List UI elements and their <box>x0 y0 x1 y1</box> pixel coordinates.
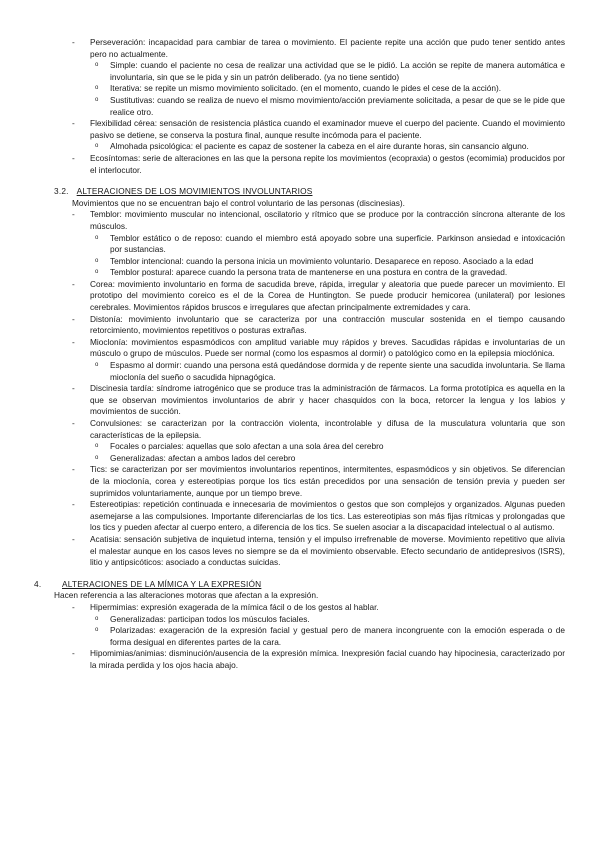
item-text: Generalizadas: participan todos los músculos faciales. <box>110 613 310 624</box>
section-title: ALTERACIONES DE LOS MOVIMIENTOS INVOLUNTARIOS <box>76 186 313 197</box>
item-text: Iterativa: se repite un mismo movimiento solicitado. (en el momento, cuando le pides el cese de la acción). <box>110 83 502 94</box>
list-item-tics <box>0 464 599 499</box>
dash-bullet: - <box>72 152 75 163</box>
section-intro: Hacen referencia a las alteraciones motoras que afectan a la expresión. <box>54 590 319 601</box>
item-text: Ecosíntomas: serie de alteraciones en las que la persona repite los movimientos (ecopraxia) o gestos (ecomimia) producidos por el interlocutor. <box>90 152 565 175</box>
list-item-perseveracion <box>0 37 599 60</box>
item-text: Distonía: movimiento involuntario que se caracteriza por una contracción muscular sostenida en el tiempo causando retorcimiento, movimientos repetitivos o posturas extrañas. <box>90 313 565 336</box>
list-item-temblor <box>0 209 599 232</box>
list-item-ecosintomas <box>0 153 599 176</box>
circle-bullet: o <box>95 257 99 264</box>
list-item-estereotipias <box>0 499 599 534</box>
item-text: Tics: se caracterizan por ser movimientos involuntarios repentinos, intermitentes, espasmódicos y sin objetivos. Se diferencian de la mioclonía, corea y estereotipias porque los tics están precedidos por una sensación de tensión previa y pueden ser suprimidos voluntariamente, aunque por un tiempo breve. <box>90 464 565 498</box>
item-text: Sustitutivas: cuando se realiza de nuevo el mismo movimiento/acción previamente solicitada, a pesar de que se le pide que realice otro. <box>110 94 565 117</box>
circle-bullet: o <box>95 269 99 276</box>
item-text: Temblor postural: aparece cuando la persona trata de mantenerse en una postura en contra de la gravedad. <box>110 267 508 278</box>
circle-bullet: o <box>95 234 99 241</box>
list-item-mioclonia <box>0 337 599 360</box>
list-item-distonia <box>0 314 599 337</box>
sublist-item-simple <box>0 60 599 83</box>
dash-bullet: - <box>72 313 75 324</box>
circle-bullet: o <box>95 96 99 103</box>
sublist-item-focales <box>0 441 599 453</box>
sublist-item-temblor-postural <box>0 267 599 279</box>
circle-bullet: o <box>95 627 99 634</box>
item-text: Espasmo al dormir: cuando una persona está quedándose dormida y de repente siente una sacudida involuntaria. Se llama mioclonía del sueño o sacudida hipnagógica. <box>110 360 565 382</box>
item-text: Hipermimias: expresión exagerada de la mímica fácil o de los gestos al hablar. <box>90 601 379 612</box>
list-item-hipermimias <box>0 602 599 614</box>
section-heading-3-2 <box>0 186 599 198</box>
circle-bullet: o <box>95 454 99 461</box>
sublist-item-generalizadas <box>0 614 599 626</box>
item-text: Temblor: movimiento muscular no intencional, oscilatorio y rítmico que se produce por la contracción síncrona alterante de los músculos. <box>90 209 565 231</box>
item-text: Hipomimias/animias: disminución/ausencia de la expresión mímica. Inexpresión facial cuando hay hipocinesia, caracterizado por la mirada perdida y los ojos hacia abajo. <box>90 648 565 670</box>
sublist-item-temblor-intencional <box>0 256 599 268</box>
circle-bullet: o <box>95 143 99 150</box>
dash-bullet: - <box>72 336 75 347</box>
dash-bullet: - <box>72 499 75 510</box>
document-body <box>0 37 599 671</box>
sublist-item-espasmo <box>0 360 599 383</box>
list-item-discinesia <box>0 383 599 418</box>
item-text: Mioclonía: movimientos espasmódicos con amplitud variable muy rápidos y breves. Sacudidas rápidas e involuntarias de un músculo o grupo de músculos. Puede ser normal (como los espasmos al dormir) o patológico como en la epilepsia mioclónica. <box>90 336 565 359</box>
sublist-item-sustitutiva <box>0 95 599 118</box>
dash-bullet: - <box>72 601 75 612</box>
sublist-item-generalizadas <box>0 453 599 465</box>
sublist-item-iterativa <box>0 83 599 95</box>
dash-bullet: - <box>72 418 75 428</box>
item-text: Acatisia: sensación subjetiva de inquietud interna, tensión y el impulso irrefrenable de moverse. Movimiento repetitivo que alivia el malestar aunque en los casos leves no siempre se da el movimiento observable. Efecto secundario de antidepresivos (ISRS), litio y antipsicóticos: asociado a conductas suicidas. <box>90 533 565 568</box>
item-text: Estereotipias: repetición continuada e innecesaria de movimientos o gestos que son complejos y organizados. Algunas pueden asemejarse a las compulsiones. Importante diferenciarlas de los tics. Las estereotipias son más fijas rítmicas y prolongadas que los tics y pueden afectar al cuerpo entero, a diferencia de los tics. Se suelen asociar a la discapacidad intelectual o al autismo. <box>90 499 565 533</box>
dash-bullet: - <box>72 533 75 544</box>
dash-bullet: - <box>72 383 75 394</box>
item-text: Temblor estático o de reposo: cuando el miembro está apoyado sobre una superficie. Parkinson ansiedad e intoxicación por sustancias. <box>110 232 565 255</box>
circle-bullet: o <box>95 362 99 369</box>
dash-bullet: - <box>72 118 75 129</box>
dash-bullet: - <box>72 37 75 47</box>
item-text: Discinesia tardía: síndrome iatrogénico que se produce tras la administración de fármacos. La forma prototípica es aquella en la que se observan movimientos involuntarios de abrir y hacer chasquidos con la boca, retorcer la lengua y los labios y movimientos de succión. <box>90 383 565 417</box>
sublist-item-almohada <box>0 141 599 153</box>
list-item-flexibilidad <box>0 118 599 141</box>
item-text: Corea: movimiento involuntario en forma de sacudida breve, rápida, irregular y aleatoria que puede parecer un movimiento. El prototipo del movimiento coreico es el de la Corea de Huntington. Se puede producir hemicorea (unilateral) por lesiones cerebrales. Movimientos rápidos bruscos e irregulares que afectan principalmente extremidades y cara. <box>90 278 565 313</box>
circle-bullet: o <box>95 615 99 622</box>
item-text: Convulsiones: se caracterizan por la contracción violenta, incontrolable y difusa de la musculatura voluntaria que son características de la epilepsia. <box>90 418 565 440</box>
item-text: Focales o parciales: aquellas que solo afectan a una sola área del cerebro <box>110 441 384 452</box>
item-text: Simple: cuando el paciente no cesa de realizar una actividad que se le pidió. La acción se repite de manera automática e involuntaria, sin que se le pida y sin un patrón deliberado. (ya no tiene sentido) <box>110 60 565 82</box>
dash-bullet: - <box>72 209 75 220</box>
list-item-corea <box>0 279 599 314</box>
dash-bullet: - <box>72 648 75 659</box>
section-heading-4 <box>0 579 599 591</box>
section-title: ALTERACIONES DE LA MÍMICA Y LA EXPRESIÓN <box>62 578 262 589</box>
circle-bullet: o <box>95 62 99 69</box>
sublist-item-polarizadas <box>0 625 599 648</box>
sublist-item-temblor-estatico <box>0 233 599 256</box>
dash-bullet: - <box>72 464 75 475</box>
item-text: Flexibilidad cérea: sensación de resistencia plástica cuando el examinador mueve el cuerpo del paciente. Cuando el movimiento pasivo se detiene, se conserva la postura final, aunque resulte incómoda para el paciente. <box>90 118 565 140</box>
section-intro: Movimientos que no se encuentran bajo el control voluntario de las personas (discinesias). <box>72 197 405 208</box>
list-item-convulsiones <box>0 418 599 441</box>
circle-bullet: o <box>95 85 99 92</box>
item-text: Generalizadas: afectan a ambos lados del cerebro <box>110 452 296 463</box>
section-number: 3.2. <box>54 186 69 197</box>
item-text: Almohada psicológica: el paciente es capaz de sostener la cabeza en el aire durante horas, sin cansancio alguno. <box>110 141 529 152</box>
section-number: 4. <box>34 578 42 589</box>
item-text: Temblor intencional: cuando la persona inicia un movimiento voluntario. Desaparece en reposo. Asociado a la edad <box>110 255 534 266</box>
list-item-hipomimias <box>0 648 599 671</box>
circle-bullet: o <box>95 443 99 450</box>
item-text: Polarizadas: exageración de la expresión facial y gestual pero de manera incongruente con la emoción esperada o de forma desigual en diferentes partes de la cara. <box>110 625 565 647</box>
item-text: Perseveración: incapacidad para cambiar de tarea o movimiento. El paciente repite una acción que pudo tener sentido antes pero no actualmente. <box>90 37 565 59</box>
dash-bullet: - <box>72 278 75 289</box>
list-item-acatisia <box>0 534 599 569</box>
